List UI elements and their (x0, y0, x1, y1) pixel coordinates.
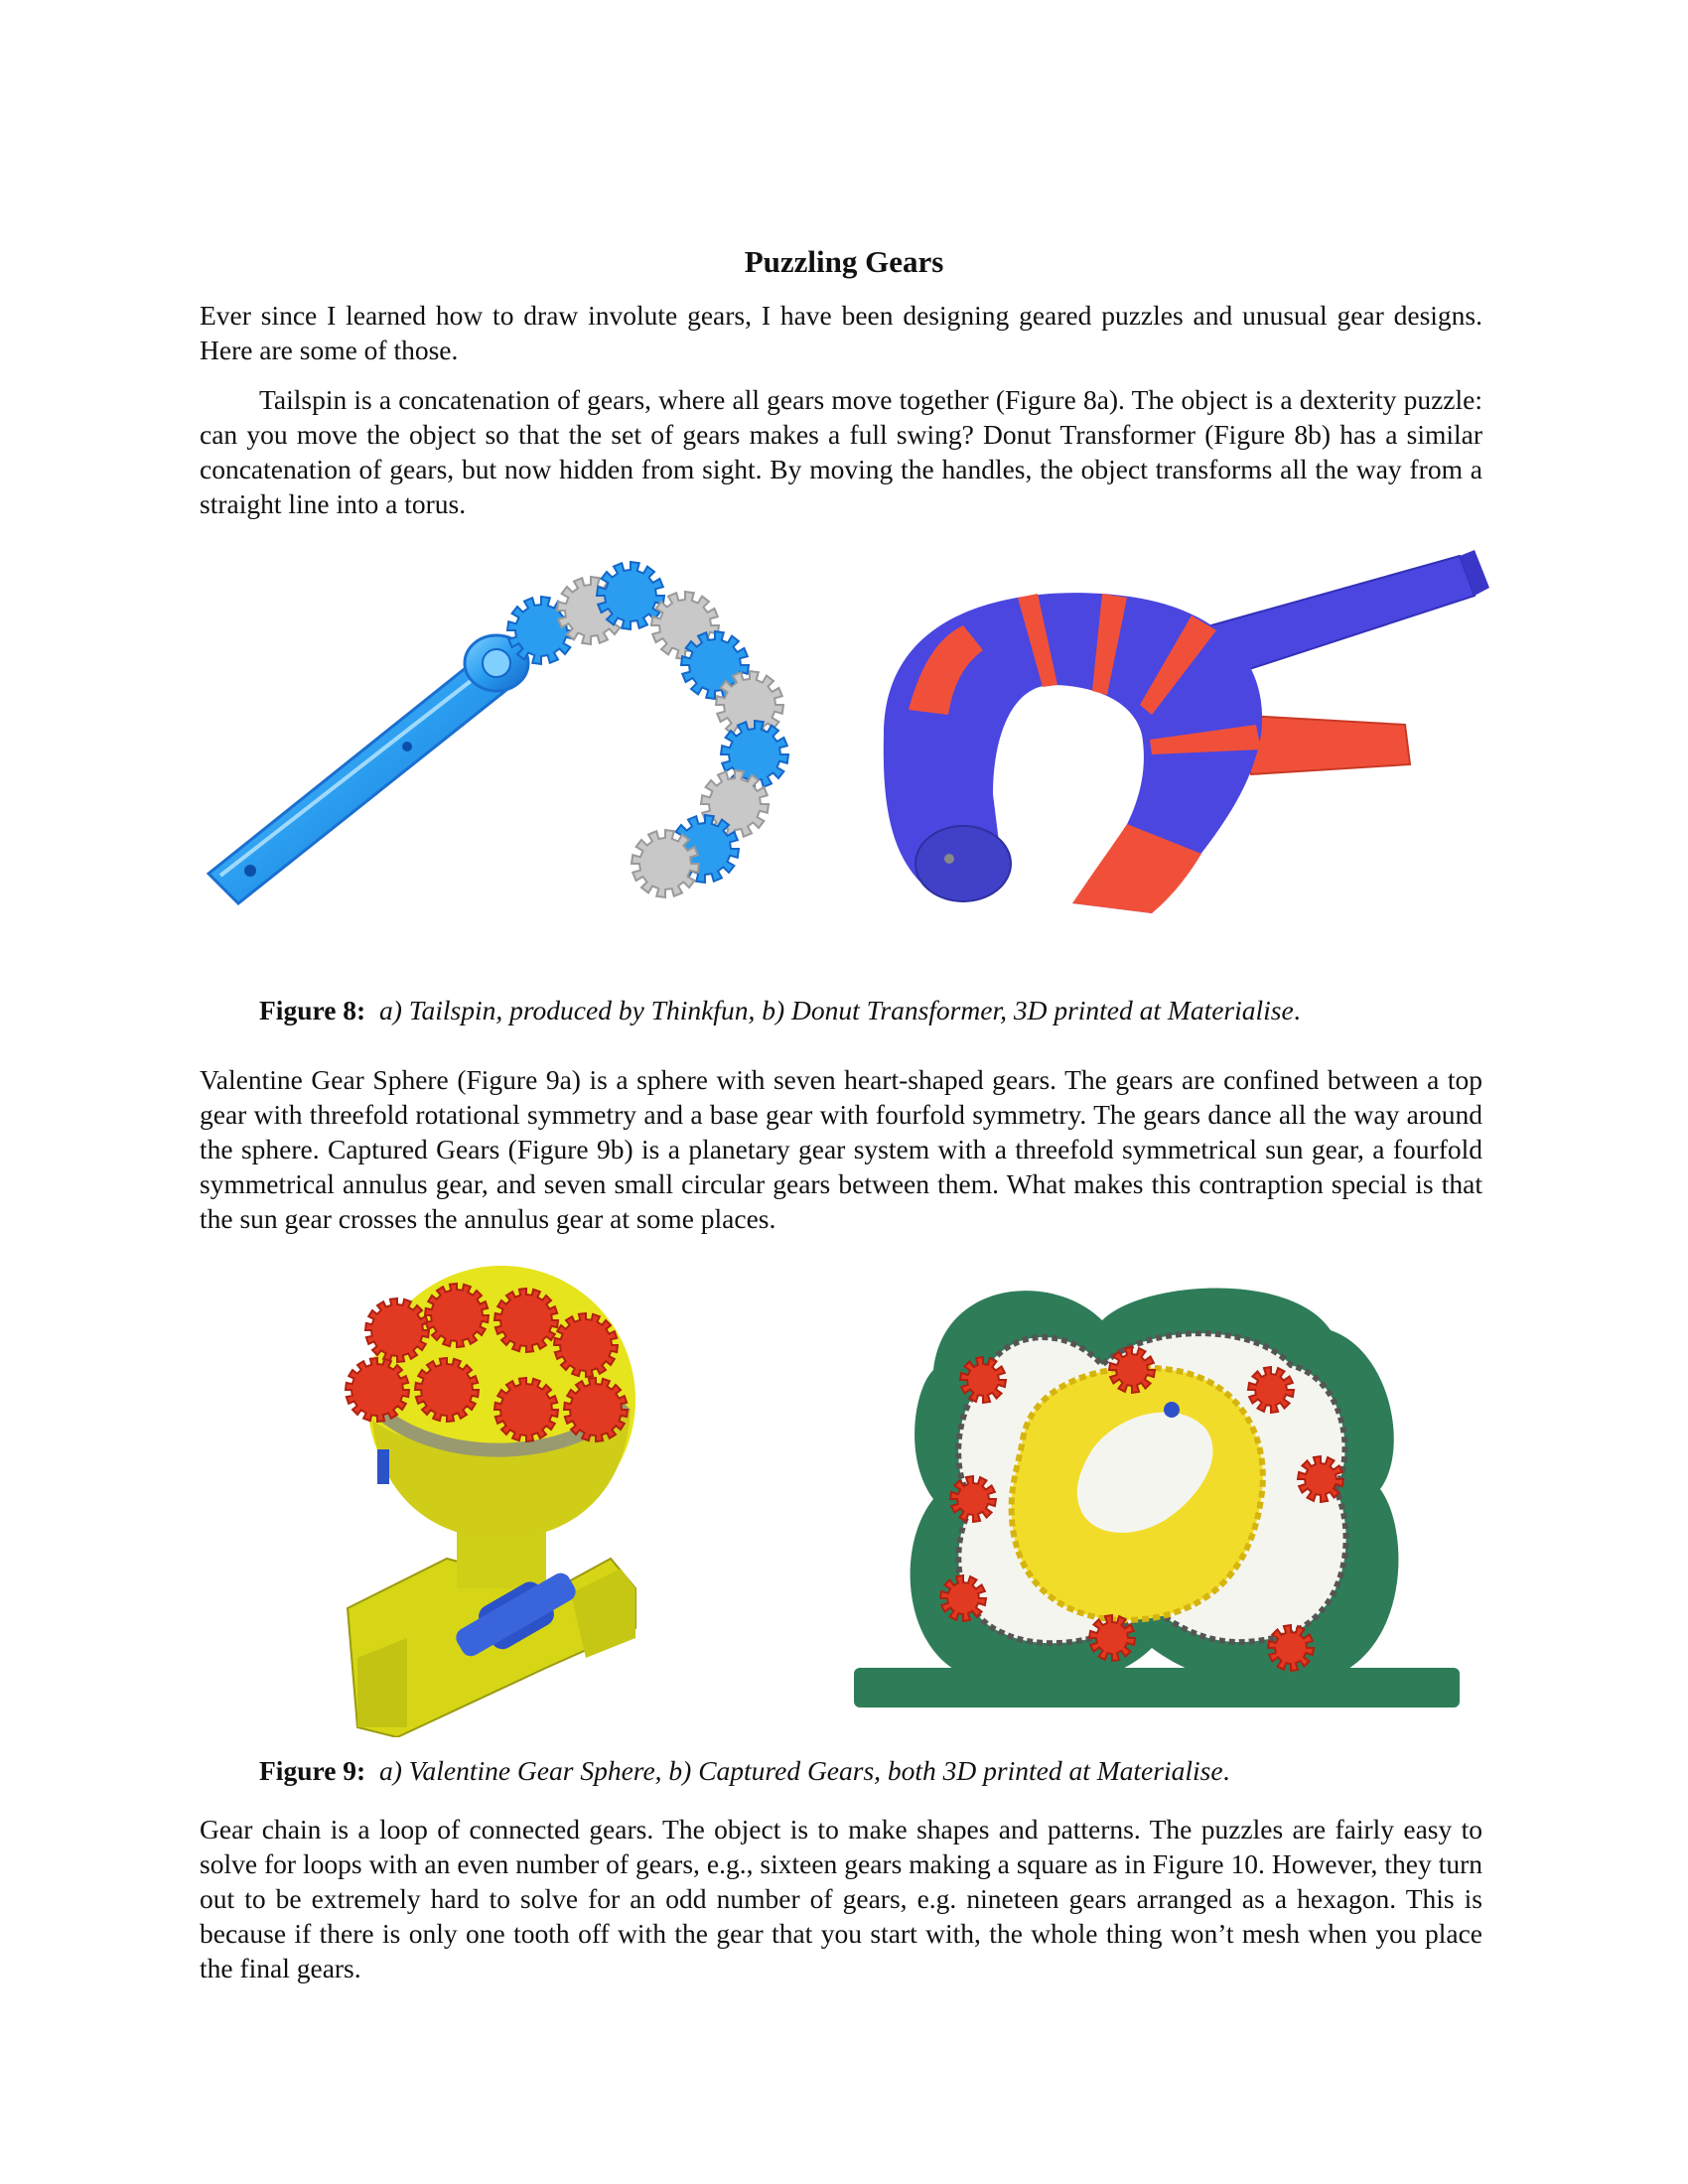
tailspin-gear-10 (632, 830, 699, 897)
figure-8-caption-period: . (1293, 995, 1301, 1025)
figure-9-caption (259, 1753, 1550, 1788)
page-title: Puzzling Gears (744, 244, 944, 279)
figure-8b-donut-transformer (854, 536, 1489, 933)
paragraph-tailspin: Tailspin is a concatenation of gears, where all gears move together (Figure 8a). The object is a dexterity puzzle: can you move the object so that the set of gears makes a full swing? Donut Transformer (Figure 8b) has a similar concatenation of gears, but now hidden from sight. By moving the handles, the object transforms all the way from a straight line into a torus. (200, 384, 1482, 519)
figure-9a-valentine-gear-sphere (338, 1261, 655, 1737)
figure-8-caption-text: a) Tailspin, produced by Thinkfun, b) Donut Transformer, 3D printed at Materialise (378, 995, 1294, 1025)
paragraph-intro: Ever since I learned how to draw involute gears, I have been designing geared puzzles and unusual gear designs. Here are some of those. (200, 300, 1482, 365)
tailspin-handle (209, 635, 528, 903)
paragraph-gear-chain: Gear chain is a loop of connected gears. The object is to make shapes and patterns. The puzzles are fairly easy to solve for loops with an even number of gears, e.g., sixteen gears making a square as in Figure 10. However, they turn out to be extremely hard to solve for an odd number of gears, e.g. nineteen gears arranged as a hexagon. This is because if there is only one tooth off with the gear that you start with, the whole thing won’t mesh when you place the final gears. (200, 1814, 1482, 1983)
figure-9-caption-text: a) Valentine Gear Sphere, b) Captured Gears, both 3D printed at Materialise (378, 1755, 1223, 1786)
figure-9-label: Figure 9: (259, 1755, 366, 1786)
tailspin-gears (507, 562, 788, 897)
figure-8a-tailspin (199, 556, 834, 933)
figure-8-label: Figure 8: (259, 995, 366, 1025)
figure-9b-captured-gears (854, 1271, 1470, 1727)
figure-9-caption-period: . (1222, 1755, 1230, 1786)
paragraph-valentine: Valentine Gear Sphere (Figure 9a) is a sphere with seven heart-shaped gears. The gears are confined between a top gear with threefold rotational symmetry and a base gear with fourfold symmetry. The gears dance all the way around the sphere. Captured Gears (Figure 9b) is a planetary gear system with a threefold symmetrical sun gear, a fourfold symmetrical annulus gear, and seven small circular gears between them. What makes this contraption special is that the sun gear crosses the annulus gear at some places. (200, 1064, 1482, 1234)
figure-8-caption (259, 993, 1550, 1027)
